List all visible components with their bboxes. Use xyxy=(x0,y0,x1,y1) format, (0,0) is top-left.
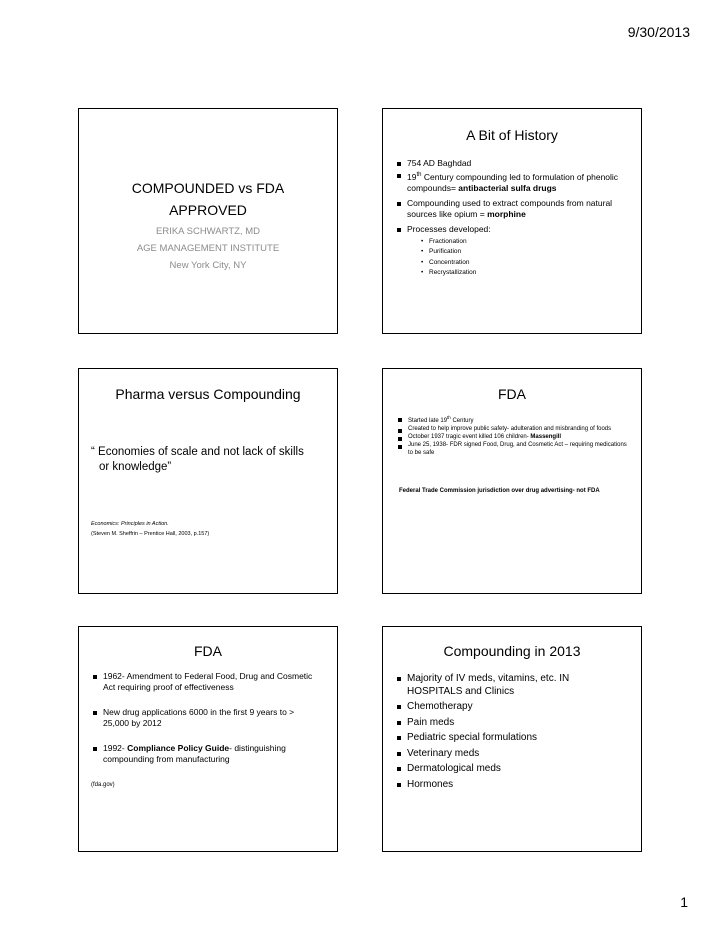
slide-title xyxy=(79,177,337,221)
sub-bullet-item: • Fractionation xyxy=(429,237,631,248)
bullet-item: Hormones xyxy=(407,779,621,792)
bullet-item: 1992- Compliance Policy Guide- distinguishing compounding from manufacturing xyxy=(103,743,315,765)
bullet-item: Pain meds xyxy=(407,717,621,730)
bullet-item: Dermatological meds xyxy=(407,763,621,776)
bullet-item: June 25, 1938- FDR signed Food, Drug, and Cosmetic Act – requiring medications to be safe xyxy=(408,441,631,457)
title-line-1: COMPOUNDED vs FDA xyxy=(131,180,285,196)
bullet-item: New drug applications 6000 in the first 9 years to > 25,000 by 2012 xyxy=(103,707,315,729)
reference-detail: (Steven M. Sheffrin – Prentice Hall, 2003, p.157) xyxy=(91,531,210,537)
header-date: 9/30/2013 xyxy=(627,24,690,40)
source-note: (fda.gov) xyxy=(91,782,115,788)
slide-fda-history xyxy=(382,368,642,594)
bullet-item: 19th Century compounding led to formulation of phenolic compounds= antibacterial sulfa drugs xyxy=(407,170,631,194)
slide-pharma-vs-compounding xyxy=(78,368,338,594)
bullet-item: Started late 19th Century xyxy=(408,414,631,425)
slide-title: Pharma versus Compounding xyxy=(115,386,301,402)
ftc-note: Federal Trade Commission jurisdiction over drug advertising- not FDA xyxy=(399,488,600,494)
bullet-item: October 1937 tragic event killed 106 children- Massengill xyxy=(408,433,631,441)
author-name: ERIKA SCHWARTZ, MD xyxy=(156,226,260,237)
bullet-item: 1962- Amendment to Federal Food, Drug and Cosmetic Act requiring proof of effectiveness xyxy=(103,671,315,693)
bullet-item: Compounding used to extract compounds from natural sources like opium = morphine xyxy=(407,198,631,220)
bullet-list xyxy=(407,673,621,791)
slide-subtitle xyxy=(79,223,337,274)
sub-bullet-item: • Concentration xyxy=(429,258,631,269)
bullet-list xyxy=(408,414,631,457)
sub-bullet-item: • Recrystallization xyxy=(429,268,631,279)
slide-title: Compounding in 2013 xyxy=(443,643,581,659)
institute-name: AGE MANAGEMENT INSTITUTE xyxy=(136,243,280,254)
bullet-item: Pediatric special formulations xyxy=(407,732,621,745)
bullet-item: Majority of IV meds, vitamins, etc. IN HOSPITALS and Clinics xyxy=(407,673,621,698)
bullet-item: Veterinary meds xyxy=(407,748,621,761)
location: New York City, NY xyxy=(169,260,247,271)
title-line-2: APPROVED xyxy=(169,202,247,218)
sub-bullet-list xyxy=(429,237,631,279)
page-number: 1 xyxy=(680,894,688,910)
slide-a-bit-of-history xyxy=(382,108,642,334)
slide-title: A Bit of History xyxy=(466,127,558,143)
bullet-item: Created to help improve public safety- adulteration and misbranding of foods xyxy=(408,425,631,433)
quote-text: “ Economies of scale and not lack of skills or knowledge” xyxy=(91,446,304,473)
slide-title-compounded-vs-fda xyxy=(78,108,338,334)
bullet-list xyxy=(103,671,315,765)
bullet-list xyxy=(407,158,631,279)
slide-fda-amendments xyxy=(78,626,338,852)
reference-title: Economics: Principles in Action. xyxy=(91,521,169,527)
slide-title: FDA xyxy=(194,643,222,659)
bullet-item: 754 AD Baghdad xyxy=(407,158,631,169)
slide-compounding-in-2013 xyxy=(382,626,642,852)
slide-title: FDA xyxy=(498,386,526,402)
sub-bullet-item: • Purification xyxy=(429,247,631,258)
bullet-item: Chemotherapy xyxy=(407,701,621,714)
bullet-item: Processes developed: • Fractionation • Purification • Concentration • Recrystallization xyxy=(407,224,631,279)
